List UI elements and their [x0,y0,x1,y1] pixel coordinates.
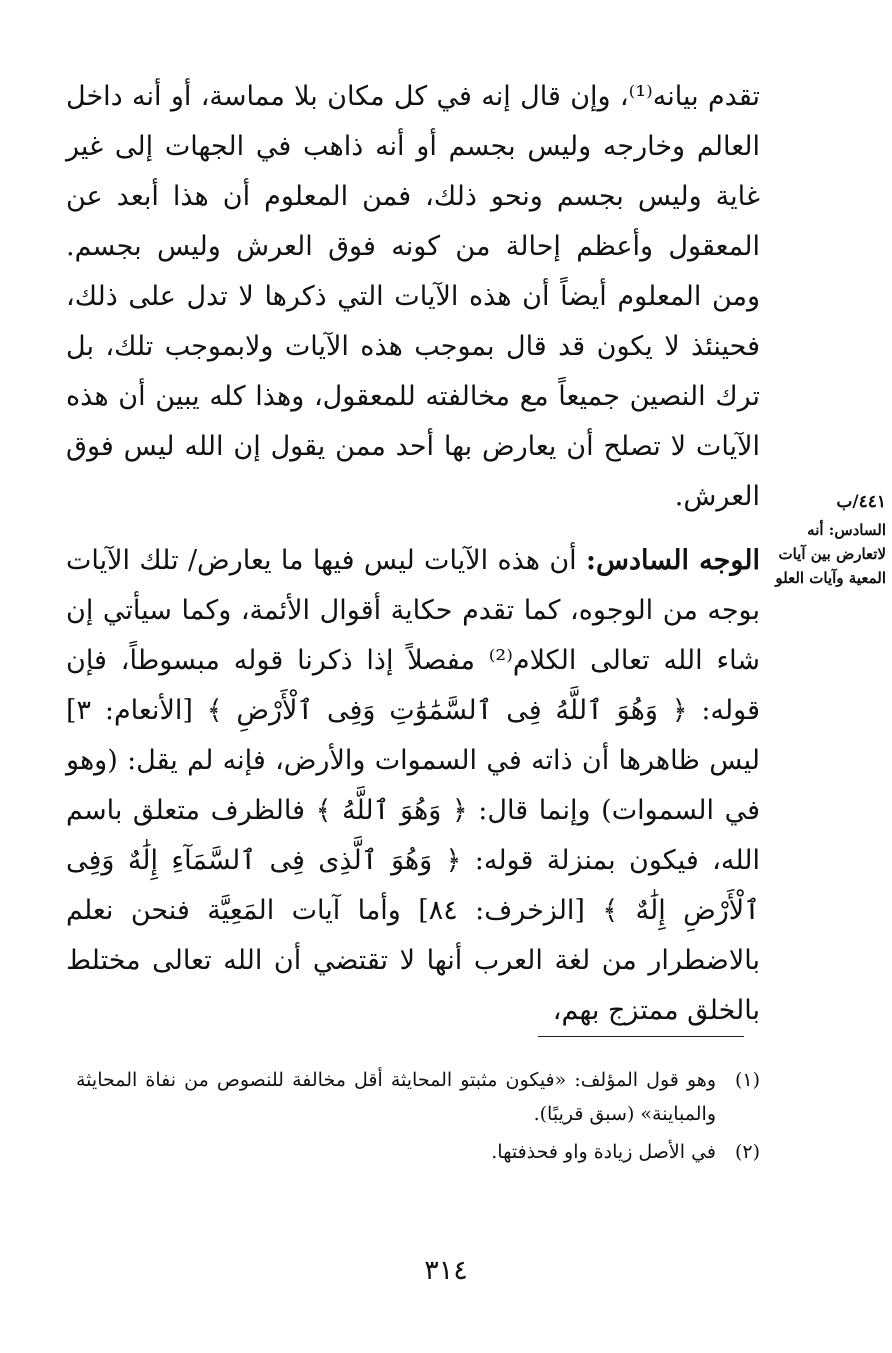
page-number: ٣١٤ [424,1255,468,1286]
footnote-text: في الأصل زيادة واو فحذفتها. [491,1141,716,1163]
footnote-text: وهو قول المؤلف: «فيكون مثبتو المحايثة أقل مخالفة للنصوص من نفاة المحايثة والمباينة» (سبق قريبًا). [76,1069,716,1125]
footnote-separator [538,1036,744,1037]
margin-note-text: السادس: أنه لاتعارض بين آيات المعية وآيات العلو [775,521,886,587]
manuscript-folio-ref: ٤٤١/ب [836,492,886,512]
footnote-number: (١) [734,1069,760,1091]
footnote-item [76,1135,760,1169]
main-text [66,72,760,1036]
footnotes [76,1063,760,1173]
margin-note [760,490,886,590]
footnote-number: (٢) [734,1141,760,1163]
footnote-item [76,1063,760,1131]
paragraph-2 [66,536,760,1036]
section-heading: الوجه السادس: [586,545,761,576]
paragraph-2-body: أن هذه الآيات ليس فيها ما يعارض/ تلك الآيات بوجه من الوجوه، كما تقدم حكاية أقوال الأئمة، وكما سيأتي إن شاء الله تعالى الكلام⁽²⁾ مفصلاً إذا ذكرنا قوله مبسوطاً، فإن قوله: ﴿ وَهُوَ ٱللَّهُ فِى ٱلسَّمَٰوَٰتِ وَفِى ٱلْأَرْضِ ﴾ [الأنعام: ٣] ليس ظاهرها أن ذاته في السموات والأرض، فإنه لم يقل: (وهو في السموات) وإنما قال: ﴿ وَهُوَ ٱللَّهُ ﴾ فالظرف متعلق باسم الله، فيكون بمنزلة قوله: ﴿ وَهُوَ ٱلَّذِى فِى ٱلسَّمَآءِ إِلَٰهٌ وَفِى ٱلْأَرْضِ إِلَٰهٌ ﴾ [الزخرف: ٨٤] وأما آيات المَعِيَّة فنحن نعلم بالاضطرار من لغة العرب أنها لا تقتضي أن الله تعالى مختلط بالخلق ممتزج بهم، [66,545,760,1026]
paragraph-1: تقدم بيانه⁽¹⁾، وإن قال إنه في كل مكان بلا مماسة، أو أنه داخل العالم وخارجه وليس بجسم أو أنه ذاهب في الجهات إلى غير غاية وليس بجسم ونحو ذلك، فمن المعلوم أن هذا أبعد عن المعقول وأعظم إحالة من كونه فوق العرش وليس بجسم. ومن المعلوم أيضاً أن هذه الآيات التي ذكرها لا تدل على ذلك، فحينئذ لا يكون قد قال بموجب هذه الآيات ولابموجب تلك، بل ترك النصين جميعاً مع مخالفته للمعقول، وهذا كله يبين أن هذه الآيات لا تصلح أن يعارض بها أحد ممن يقول إن الله ليس فوق العرش. [66,81,761,512]
